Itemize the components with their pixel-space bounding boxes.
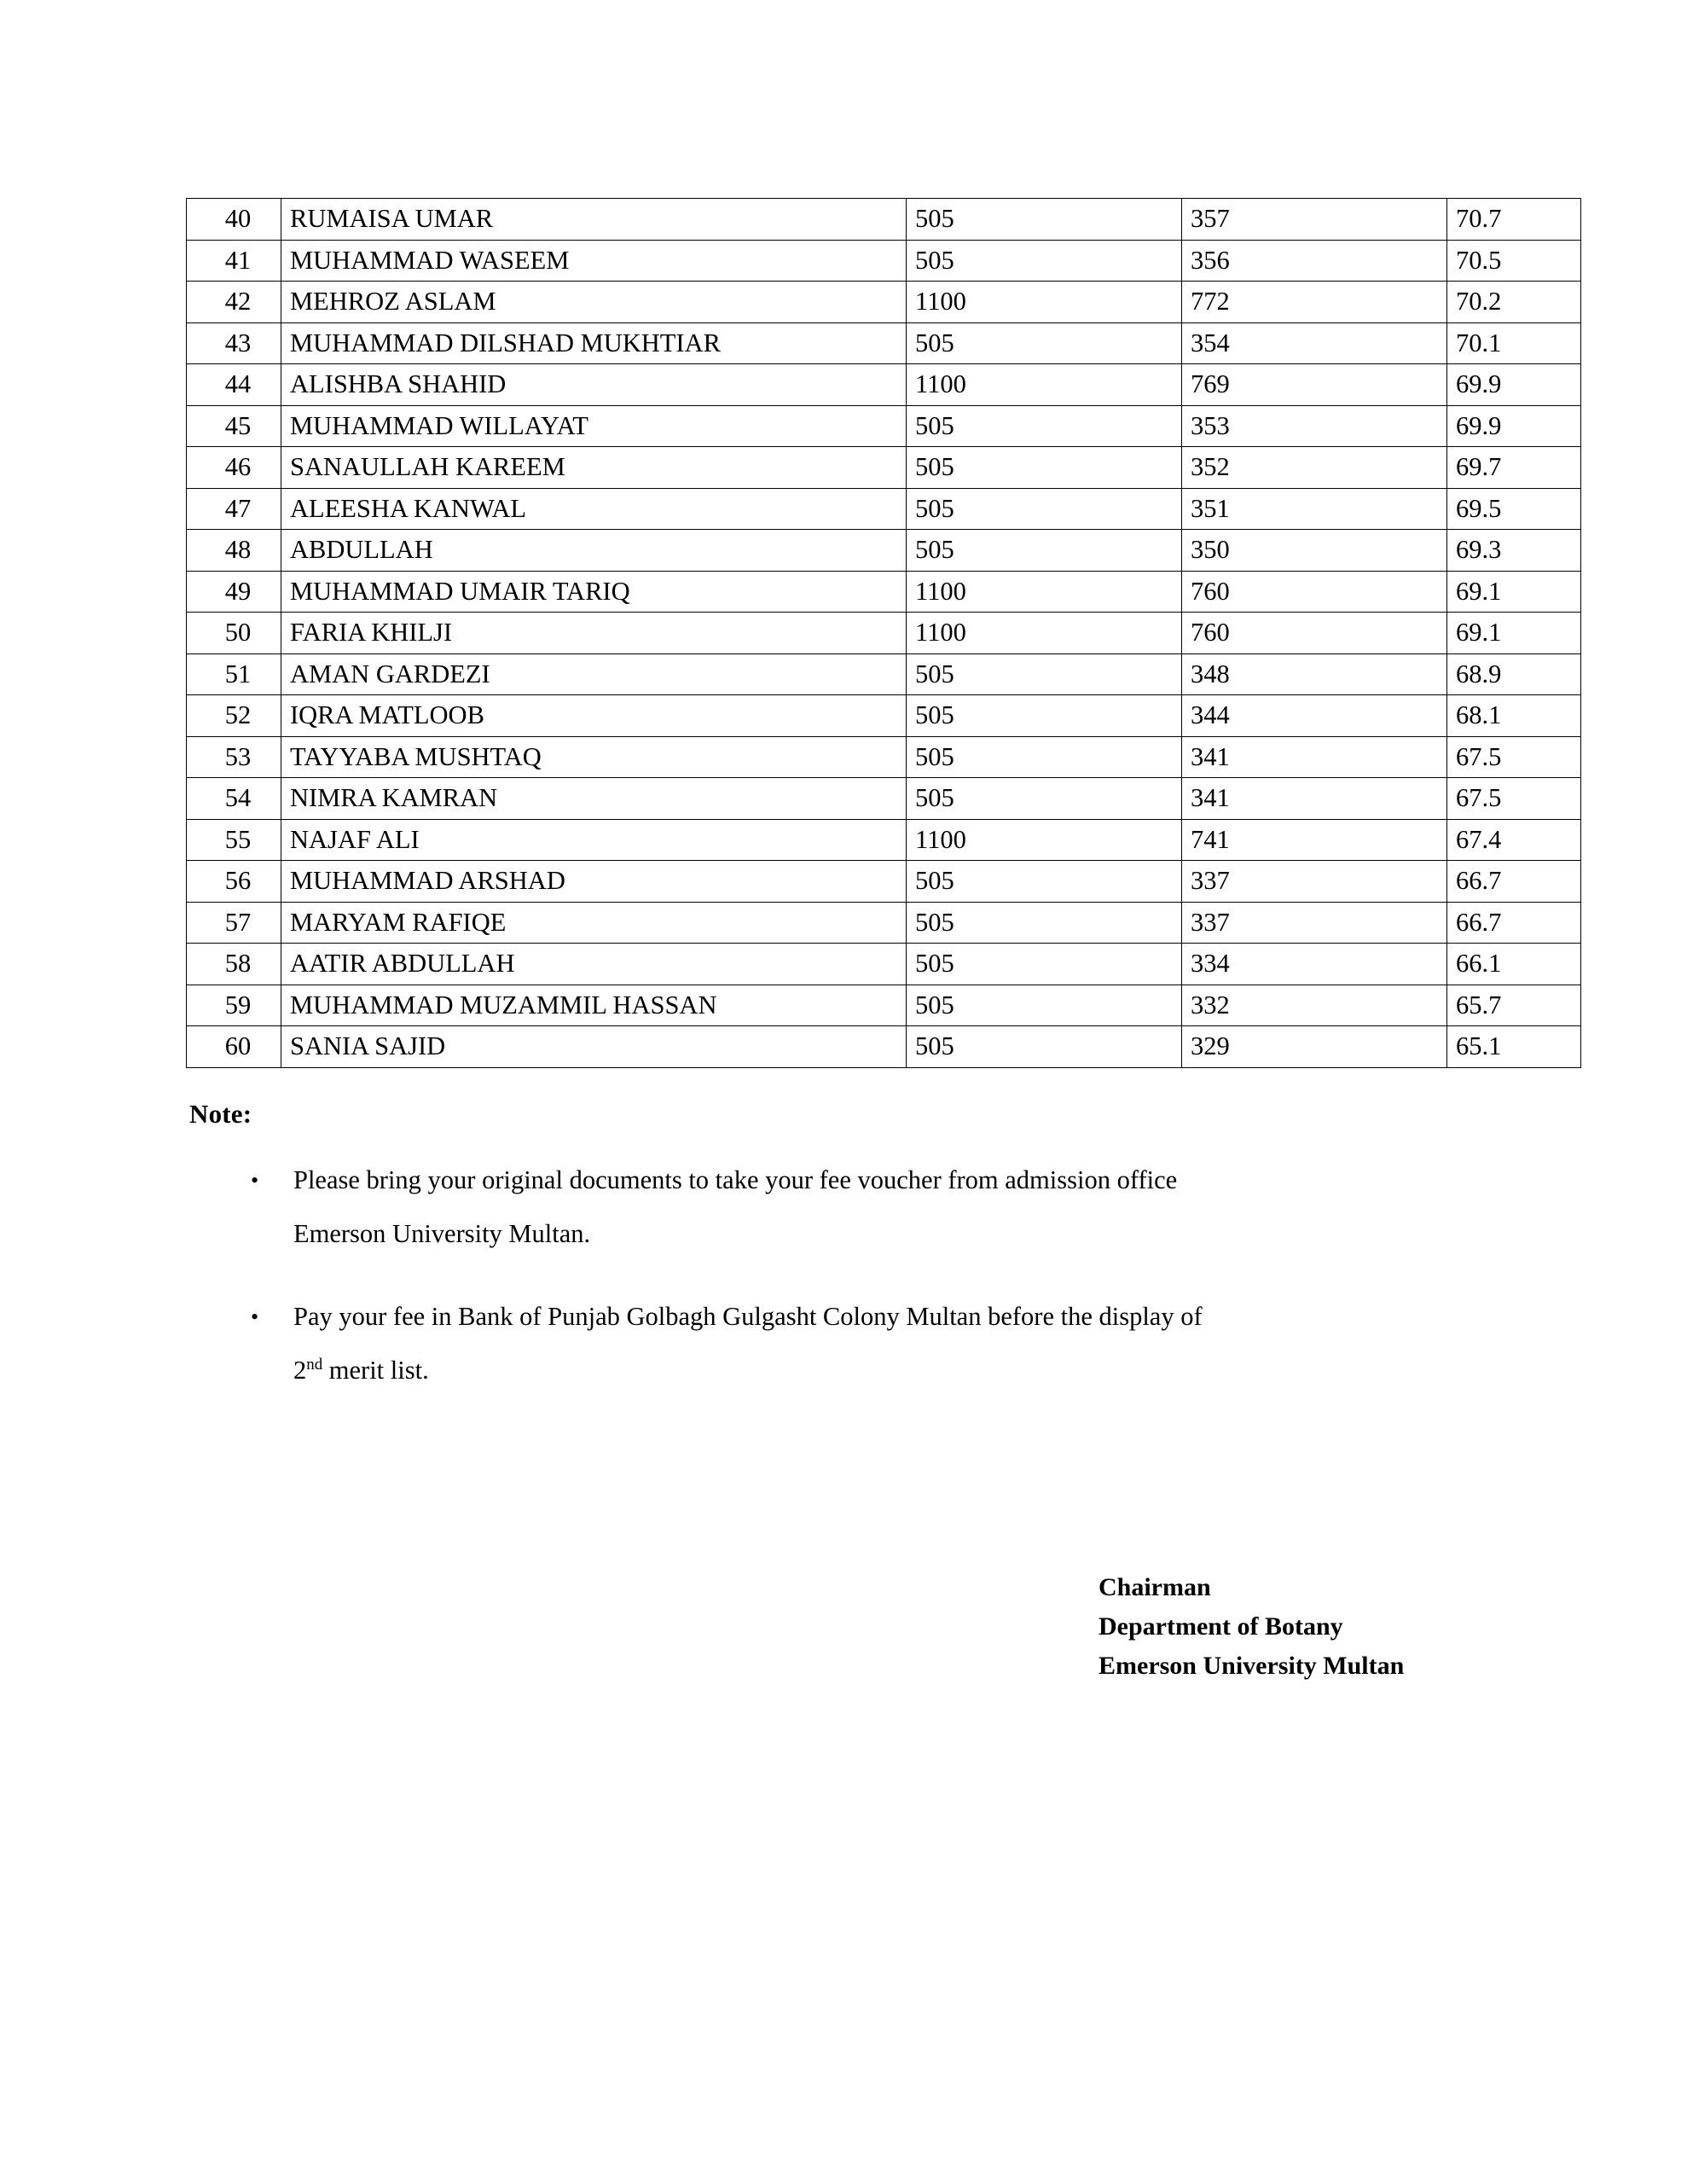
merit-list-number: 2: [293, 1356, 307, 1385]
cell-candidate-name: ALISHBA SHAHID: [281, 364, 907, 406]
cell-obtained-marks: 352: [1182, 447, 1447, 489]
cell-percentage: 69.1: [1447, 571, 1581, 613]
cell-obtained-marks: 351: [1182, 488, 1447, 530]
cell-total-marks: 505: [907, 530, 1182, 572]
merit-table-container: [186, 198, 1535, 1068]
cell-percentage: 66.7: [1447, 861, 1581, 903]
cell-obtained-marks: 341: [1182, 778, 1447, 820]
cell-candidate-name: NIMRA KAMRAN: [281, 778, 907, 820]
cell-total-marks: 505: [907, 736, 1182, 778]
cell-candidate-name: IQRA MATLOOB: [281, 695, 907, 737]
cell-serial-number: 53: [187, 736, 281, 778]
cell-serial-number: 52: [187, 695, 281, 737]
cell-obtained-marks: 357: [1182, 199, 1447, 241]
cell-serial-number: 60: [187, 1026, 281, 1068]
table-row: [187, 447, 1581, 489]
cell-candidate-name: AATIR ABDULLAH: [281, 944, 907, 985]
cell-percentage: 67.5: [1447, 736, 1581, 778]
cell-percentage: 69.9: [1447, 364, 1581, 406]
note-item-1-line-1: Please bring your original documents to take your fee voucher from admission office: [293, 1165, 1178, 1194]
cell-serial-number: 51: [187, 653, 281, 695]
signature-title: Chairman: [1099, 1573, 1211, 1601]
table-row: [187, 530, 1581, 572]
cell-obtained-marks: 354: [1182, 322, 1447, 364]
note-item-1-line-2: Emerson University Multan.: [293, 1219, 591, 1248]
cell-obtained-marks: 337: [1182, 861, 1447, 903]
table-row: [187, 944, 1581, 985]
cell-serial-number: 56: [187, 861, 281, 903]
cell-total-marks: 505: [907, 240, 1182, 282]
cell-obtained-marks: 353: [1182, 405, 1447, 447]
cell-total-marks: 505: [907, 944, 1182, 985]
cell-total-marks: 505: [907, 902, 1182, 944]
table-row: [187, 861, 1581, 903]
cell-percentage: 69.7: [1447, 447, 1581, 489]
merit-table-body: [187, 199, 1581, 1068]
cell-total-marks: 505: [907, 695, 1182, 737]
cell-obtained-marks: 741: [1182, 819, 1447, 861]
table-row: [187, 819, 1581, 861]
cell-candidate-name: MEHROZ ASLAM: [281, 282, 907, 323]
cell-total-marks: 505: [907, 778, 1182, 820]
table-row: [187, 199, 1581, 241]
note-heading: Note:: [189, 1099, 252, 1129]
cell-total-marks: 505: [907, 488, 1182, 530]
merit-list-table: [186, 198, 1581, 1068]
cell-candidate-name: FARIA KHILJI: [281, 613, 907, 654]
table-row: [187, 571, 1581, 613]
cell-candidate-name: SANAULLAH KAREEM: [281, 447, 907, 489]
table-row: [187, 1026, 1581, 1068]
cell-obtained-marks: 356: [1182, 240, 1447, 282]
table-row: [187, 695, 1581, 737]
cell-serial-number: 41: [187, 240, 281, 282]
cell-serial-number: 59: [187, 985, 281, 1026]
table-row: [187, 322, 1581, 364]
bullet-icon-1: •: [251, 1168, 259, 1193]
cell-total-marks: 505: [907, 322, 1182, 364]
cell-percentage: 69.3: [1447, 530, 1581, 572]
table-row: [187, 240, 1581, 282]
table-row: [187, 902, 1581, 944]
cell-serial-number: 54: [187, 778, 281, 820]
cell-serial-number: 48: [187, 530, 281, 572]
cell-serial-number: 43: [187, 322, 281, 364]
cell-total-marks: 1100: [907, 282, 1182, 323]
cell-percentage: 67.5: [1447, 778, 1581, 820]
cell-obtained-marks: 772: [1182, 282, 1447, 323]
cell-percentage: 69.9: [1447, 405, 1581, 447]
cell-obtained-marks: 344: [1182, 695, 1447, 737]
note-list: [189, 1153, 1503, 1426]
cell-serial-number: 50: [187, 613, 281, 654]
cell-serial-number: 46: [187, 447, 281, 489]
cell-candidate-name: RUMAISA UMAR: [281, 199, 907, 241]
cell-percentage: 70.5: [1447, 240, 1581, 282]
cell-total-marks: 505: [907, 985, 1182, 1026]
cell-obtained-marks: 348: [1182, 653, 1447, 695]
note-list-item-1: [189, 1153, 1503, 1261]
cell-candidate-name: MUHAMMAD WASEEM: [281, 240, 907, 282]
cell-serial-number: 45: [187, 405, 281, 447]
cell-total-marks: 505: [907, 1026, 1182, 1068]
note-item-2-line-1: Pay your fee in Bank of Punjab Golbagh Gulgasht Colony Multan before the display of: [293, 1302, 1203, 1331]
note-list-item-2: [189, 1290, 1503, 1397]
table-row: [187, 778, 1581, 820]
cell-total-marks: 1100: [907, 364, 1182, 406]
cell-obtained-marks: 350: [1182, 530, 1447, 572]
cell-percentage: 66.7: [1447, 902, 1581, 944]
cell-serial-number: 58: [187, 944, 281, 985]
signature-block: [1099, 1568, 1404, 1686]
table-row: [187, 282, 1581, 323]
cell-serial-number: 44: [187, 364, 281, 406]
cell-obtained-marks: 760: [1182, 613, 1447, 654]
bullet-icon-2: •: [251, 1304, 259, 1329]
note-item-2-line-2: [293, 1344, 1503, 1397]
table-row: [187, 364, 1581, 406]
merit-list-text: merit list.: [322, 1356, 429, 1385]
signature-department: Department of Botany: [1099, 1612, 1343, 1641]
cell-serial-number: 40: [187, 199, 281, 241]
cell-candidate-name: MUHAMMAD DILSHAD MUKHTIAR: [281, 322, 907, 364]
table-row: [187, 653, 1581, 695]
cell-candidate-name: MUHAMMAD ARSHAD: [281, 861, 907, 903]
cell-percentage: 70.2: [1447, 282, 1581, 323]
cell-serial-number: 49: [187, 571, 281, 613]
cell-candidate-name: AMAN GARDEZI: [281, 653, 907, 695]
cell-candidate-name: TAYYABA MUSHTAQ: [281, 736, 907, 778]
cell-obtained-marks: 337: [1182, 902, 1447, 944]
cell-serial-number: 42: [187, 282, 281, 323]
cell-candidate-name: MARYAM RAFIQE: [281, 902, 907, 944]
cell-candidate-name: SANIA SAJID: [281, 1026, 907, 1068]
cell-percentage: 65.1: [1447, 1026, 1581, 1068]
cell-percentage: 69.5: [1447, 488, 1581, 530]
signature-institution: Emerson University Multan: [1099, 1652, 1405, 1680]
cell-percentage: 68.1: [1447, 695, 1581, 737]
cell-percentage: 67.4: [1447, 819, 1581, 861]
cell-obtained-marks: 334: [1182, 944, 1447, 985]
cell-total-marks: 505: [907, 653, 1182, 695]
cell-percentage: 69.1: [1447, 613, 1581, 654]
cell-obtained-marks: 760: [1182, 571, 1447, 613]
cell-total-marks: 1100: [907, 571, 1182, 613]
cell-candidate-name: ALEESHA KANWAL: [281, 488, 907, 530]
table-row: [187, 405, 1581, 447]
cell-percentage: 66.1: [1447, 944, 1581, 985]
cell-obtained-marks: 332: [1182, 985, 1447, 1026]
cell-obtained-marks: 341: [1182, 736, 1447, 778]
cell-candidate-name: MUHAMMAD UMAIR TARIQ: [281, 571, 907, 613]
cell-obtained-marks: 329: [1182, 1026, 1447, 1068]
cell-total-marks: 1100: [907, 613, 1182, 654]
cell-total-marks: 505: [907, 405, 1182, 447]
cell-percentage: 70.7: [1447, 199, 1581, 241]
cell-candidate-name: MUHAMMAD MUZAMMIL HASSAN: [281, 985, 907, 1026]
table-row: [187, 488, 1581, 530]
cell-serial-number: 55: [187, 819, 281, 861]
cell-total-marks: 1100: [907, 819, 1182, 861]
cell-total-marks: 505: [907, 447, 1182, 489]
cell-percentage: 65.7: [1447, 985, 1581, 1026]
cell-total-marks: 505: [907, 199, 1182, 241]
cell-percentage: 68.9: [1447, 653, 1581, 695]
cell-obtained-marks: 769: [1182, 364, 1447, 406]
cell-candidate-name: MUHAMMAD WILLAYAT: [281, 405, 907, 447]
cell-total-marks: 505: [907, 861, 1182, 903]
cell-serial-number: 47: [187, 488, 281, 530]
table-row: [187, 613, 1581, 654]
table-row: [187, 736, 1581, 778]
cell-percentage: 70.1: [1447, 322, 1581, 364]
table-row: [187, 985, 1581, 1026]
cell-candidate-name: NAJAF ALI: [281, 819, 907, 861]
cell-candidate-name: ABDULLAH: [281, 530, 907, 572]
cell-serial-number: 57: [187, 902, 281, 944]
ordinal-suffix: nd: [306, 1355, 323, 1374]
